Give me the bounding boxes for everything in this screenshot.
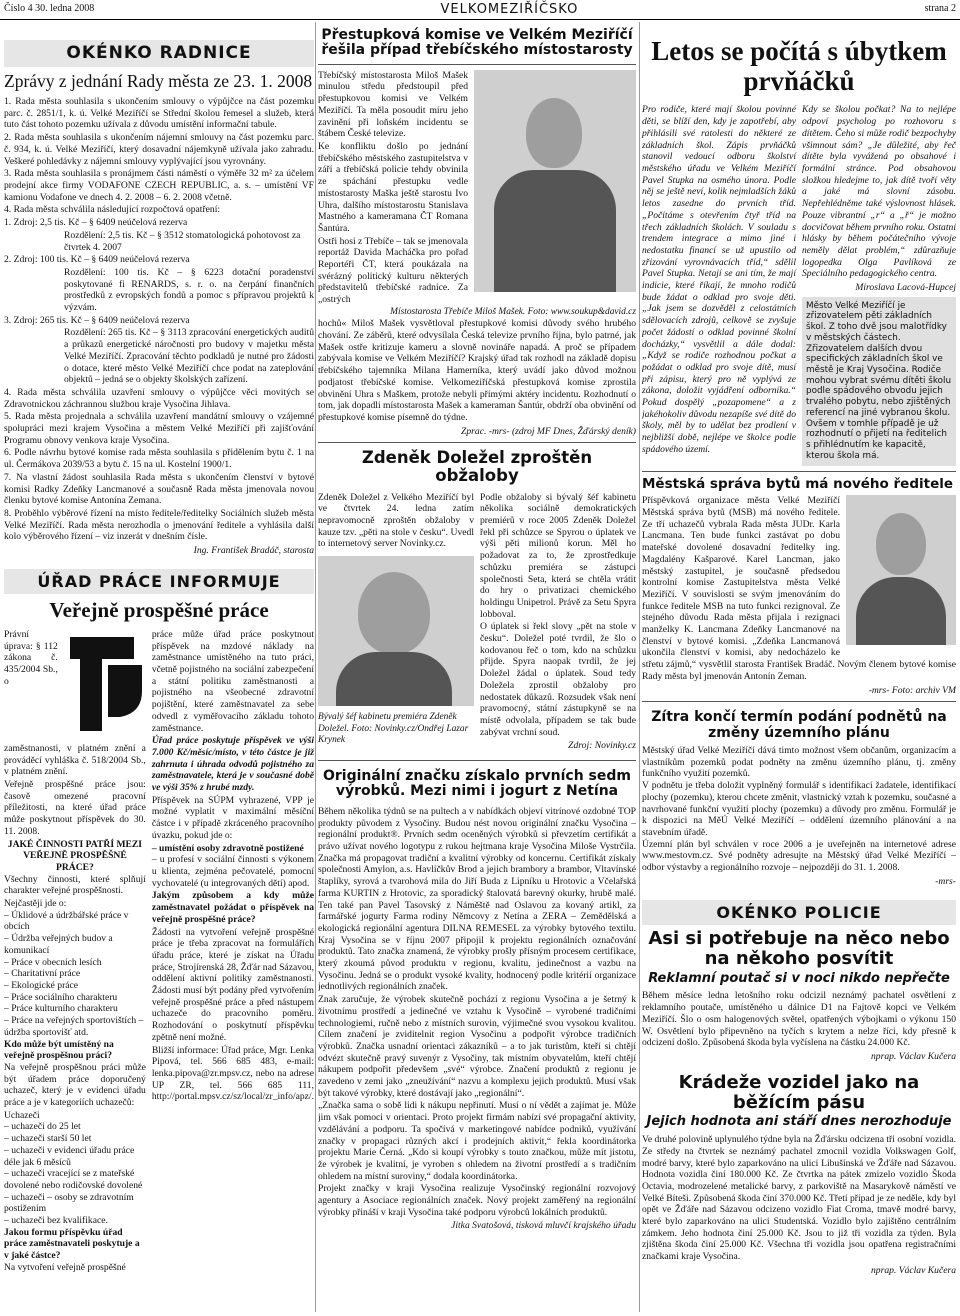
letos-right <box>802 104 956 465</box>
paragraph: Během několika týdnů se na pultech a v nabídkách objeví vitrínové ozdobné TOP produkty původem z Vysočiny. Budou nést novou originální značku Vysočina – regionální produkt®. Prvních sedm oceněných výrobků si převzetím certifikát a právo užívat nového logotypu z rukou hejtmana kraje Vysočina Miloše Vystrčila. Značka má propagovat tradiční a kvalitní výrobky od koncernu. Certifikát získaly společnosti Amylon, a.s. Havlíčkův Brod a jejich brambory a brambor, Vltavínské štaplíky, syrová a tvarohová mila do Jiří Buda z Lipníku u Hrotovic a Včelařská farma KURTIN z Hrotovic, za sporadický štalovatá barevný okurky, hrubě malé. Ten také pan Pavel Tasovský z Náměště nad Oslavou za kovaný artikl, za farmářské jogurty Farma rodiny Němcovy z Netína a ZERA – Zemědělská a ekologická regionální agentura DILNA REMESEL za výrobky bytového textilu. Kraj Vysočina se v říjnu 2007 připojil k projektu regionálních označování produktů. Tato značka znamená, že výrobky prošly přísným procesem certifikace, který zkoumá původ produktu v regionu, kvalitu, jedinečnost a vazbu na Vysočinu. Jedná se o produkt vysoké kvality, hodnocený podle kritérií organizace jednotlivých regionálních značek. <box>318 805 636 993</box>
list-item: – umístění osoby zdravotně postižené <box>151 842 304 854</box>
list-item: – uchazeči v evidenci úřadu práce déle jak 6 měsíců <box>4 1144 135 1168</box>
article-signature: -mrs- Foto: archiv VM <box>868 684 956 696</box>
paragraph: Všechny činnosti, které splňují charakter veřejné prospěšnosti. <box>4 873 146 897</box>
dolezel-body <box>318 492 636 755</box>
list-item: 7. Na vlastní žádost souhlasila Rada města s ukončením členství v bytové komisi Radky Zdeňky Lancmanové a současně Rada města jmenovala novou členku bytové komise Antonína Zemana. <box>4 471 314 507</box>
article-title-verejne: Veřejně prospěšné práce <box>49 598 269 623</box>
labour-office-logo <box>64 629 146 739</box>
paragraph: Podle obžaloby si bývalý šéf kabinetu několika sociálně demokratických premiérů v roce 2005 Zdeněk Doležel řekl při schůzce se Spyrou o úplatek ve výši pěti milionů korun. Měl ho požadovat za to, že zprostředkuje schůzku premiéra se zástupci společnosti Seta, která se chtěla vrátit do hry o privatizaci chemického holdingu Unipetrol. Právě za Setu Spyra lobboval. <box>480 491 636 620</box>
budget-line: Rozdělení: 2,5 tis. Kč – § 3512 stomatologická pohotovost za čtvrtek 4. 2007 <box>64 229 301 253</box>
list-item: – uchazeči do 25 let <box>4 1121 81 1133</box>
photo-caption: Místostarosta Třebíče Miloš Mašek. Foto: www.soukup&david.cz <box>390 306 636 317</box>
dolezel-right <box>480 492 636 755</box>
paragraph: O úplatek si řekl slovy „pět na stole v česku“. Doležel poté tvrdil, že šlo o kodovanou řeč o tom, kdo na schůzku přijde. Spyra naopak tvrdil, že jej Doležel žádal o úplatek. Soud tedy Doležela zprostil obžaloby pro nedostatek důkazů. Rozsudek však není pravomocný, státní zástupkyně se na místě odvolala, případem se tak bude zabývat vrchní soud. <box>480 621 636 738</box>
paragraph: Během měsíce ledna letošního roku odcizil neznámý pachatel osvětlení z reklamního poutače, umístěného u dálnice D1 na Fajtově kopci ve Velkém Meziříčí. Šlo o osm halogenových světel, opatřených výbojkami o výkonu 150 W. Osvětlení bylo připevněno na tyčích s krytem a nelze říci, kdy přesně k odcizení došlo. Způsobená škoda byla vyčíslena na částku 24.000 Kč. <box>642 990 956 1049</box>
article-subtitle-kradeze: Jejich hodnota ani stáří dnes nerozhoduje <box>646 1114 952 1130</box>
article-title-sprava: Městská správa bytů má nového ředitele <box>642 475 954 492</box>
page-number: strana 2 <box>924 3 956 15</box>
letos-left <box>642 104 796 465</box>
masthead: VELKOMEZIŘÍČSKO <box>440 1 579 17</box>
list-item: 8. Proběhlo výběrové řízení na místo ředitele/ředitelky Sociálních služeb města Velké Meziříčí. Rada města nerozhodla o jmenování ředitele a vyhlásila další kolo výběrového řízení – viz inzerát v dnešním čísle. <box>4 507 314 543</box>
paragraph: Pro rodiče, které mají školou povinné děti, se blíží den, kdy je zapotřebí, aby přihlásili své ratolesti do některé ze základních škol. Zápis prvňáčků stanovil vedoucí odboru školství městského úřadu ve Velkém Meziříčí Pavel Stupka na osmého února. Podle něj se ještě neví, kolik nejmladších žáků letos zasedne do prvních tříd. „Počítáme s otevřením čtyř tříd na třech základních školách. V souladu s trendem integrace a mimo jiné i nedostatku financí se už upustilo od zřizování vyrovnávacích tříd,“ sdělil Pavel Stupka. Netají se ani tím, že mají indicie, které říkají, že mnoho rodičů bude žádat o odklad pro svoje děti. „Jak jsem se dozvěděl z celostátních sdělovacích zdrojů, celkově se zvyšuje počet žádostí o odklad povinné školní docházky,“ vysvětlil a dále dodal: „Když se rodiče rozhodnou počkat a požádat o odklad pro svoje dítě, musí při zápisu, který pro ně vyplývá ze zákona, doložit vyjádření odborníka.“ Pokud dospělý „pozapomene“ a z jakéhokoliv důvodu nezapíše své dítě do školy, měl by to udělat bez prodlení v nejbližší době, nejlépe ve školce podle spádového území. <box>642 104 796 455</box>
dolezel-left <box>318 492 474 755</box>
section-band-urad-prace: ÚŘAD PRÁCE INFORMUJE <box>4 569 314 595</box>
photo-masek <box>474 70 636 292</box>
paragraph: Příspěvek na SÚPM vyhrazené, VPP je možné vyplatit v maximální měsíční částce i v případě zkráceného pracovního úvazku, pokud jde o: <box>151 794 314 841</box>
photo-dolezel <box>318 556 474 706</box>
list-item: – uchazeči bez kvalifikace. <box>4 1215 108 1227</box>
list-item: – uchazeči – osoby se zdravotním postižením <box>4 1191 134 1215</box>
budget-line: 2. Zdroj: 100 tis. Kč – § 6409 neúčelová rezerva <box>4 254 190 266</box>
paragraph: „Značka sama o sobě lidi k nákupu nepřinutí. Musí o ní vědět a zajímat je. Může jim však pomoci v orientaci. Proto projekt firmám nabízí své propagační aktivity, vzdělávání a podporu. Ta spočívá v marketingové nabídce podniků, využívání značky v propagaci různých akcí i prodejních aktivit,“ řekla koordinátorka projektu Marie Černá. „Kdo si koupí výrobky s touto značkou, může mít jistotu, že výrobek je kvalitní, je vyroben s ohledem na životní prostředí a s tradičním ohledem na místní suroviny,“ dodala koordinátorka. <box>318 1100 636 1182</box>
column-right <box>642 22 956 1312</box>
list-item: – uchazeči starší 50 let <box>4 1133 92 1145</box>
column-middle <box>318 22 636 1312</box>
article-signature: nprap. Václav Kučera <box>871 1051 956 1062</box>
section-band-policie: OKÉNKO POLICIE <box>642 900 956 926</box>
list-item: – Práce na veřejných sportovištích – údržba sportovišť atd. <box>4 1015 144 1038</box>
list-item: – u profesí v sociální činnosti s výkonem u klienta, zejména pečovatelé, pomocní vychovatelé (u integrovaných dětí) apod. <box>151 854 314 889</box>
article-title-prestupkova: Přestupková komise ve Velkém Meziříčí řešila případ třebíčského místostarosty <box>321 27 633 59</box>
article-signature: nprap. Václav Kučera <box>871 1264 956 1276</box>
list-item: – Údržba veřejných budov a komunikací <box>4 933 113 956</box>
paragraph: Veřejně prospěšné práce jsou: časově omezené pracovní příležitosti, na které úřad práce může poskytnout příspěvek do 30. 11. 2008. <box>4 779 146 837</box>
paragraph: Ke konfliktu došlo po jednání třebíčského městského zastupitelstva v září a třebíčská policie tehdy obvinila ze spáchání přestupku vedle místostarosty Maška ještě starostu Ivo Uhra, dalšího místostarostu Stanislava Mastného a kameramana ČT Romana Šantúra. <box>318 141 468 234</box>
paragraph: Uchazeči <box>4 1109 40 1121</box>
paragraph: Právní úprava: § 112 zákona č. 435/2004 Sb., o zaměstnanosti, v platném znění a prováděcí vyhláška č. 518/2004 Sb., v platném znění. <box>4 628 146 778</box>
paragraph: Příspěvková organizace města Velké Meziříčí Městská správa bytů (MSB) má nového ředitele. Ze tří uchazečů vybrala Rada města JUDr. Karla Lancmana. Ten bude funkci zastávat po dobu mateřské dovolené dosavadní ředitelky ing. Magdalény Kašparové. Karel Lancman, jako městský zastupitel, je současně předsedou kontrolní komise Zastupitelstva města Velké Meziříčí. V souvislosti se svým jmenováním do funkce ředitele MSB na tuto funkci rezignoval. Ze stejného důvodu Rada města přijala i rezignaci manželky K. Lancmana Zdeňky Lancmanové na členství v bytové komisi. „Zdeňka Lancmanová ukončila členství v komisi, aby nedocházelo ke střetu zájmů,“ vysvětlil starosta František Bradáč. Novým členem bytové komise Rady města byl jmenován Antonín Zeman. <box>642 495 956 682</box>
article-signature: Zprac. -mrs- (zdroj MF Dnes, Žďárský deník) <box>461 425 636 437</box>
list-item: – uchazeči vracející se z mateřské dovolené nebo rodičovské dovolené <box>4 1168 143 1191</box>
list-item: 4. Rada města schválila uzavření smlouvy o výpůjčce věci movitých se Zdravotnickou záchrannou službou kraje Vysočina Jihlava. <box>4 386 314 410</box>
article-title-kradeze: Krádeže vozidel jako na běžícím pásu <box>678 1071 920 1113</box>
divider <box>318 760 636 761</box>
photo-caption: Bývalý šéf kabinetu premiéra Zdeněk Doležel. Foto: Novinky.cz/Ondřej Lazar Krynek <box>318 712 469 746</box>
council-items-2 <box>4 387 314 543</box>
budget-line: 3. Zdroj: 265 tis. Kč – § 6409 neúčelová rezerva <box>4 314 190 326</box>
budget-line: Rozdělení: 265 tis. Kč – § 3113 zpracování energetických auditů a průkazů energetické náročnosti pro budovy v majetku města Velké Meziříčí. Zpracování těchto podkladů je nutné pro žádosti o dotace, které město Velké Meziříčí chce podat na zateplování objektů – jedná se o objekty školských zařízení. <box>64 327 314 386</box>
paragraph: Úřad práce poskytuje příspěvek ve výši 7.000 Kč/měsíc/místo, v této částce je již zahrnuta i úhrada odvodů pojistného za zaměstnavatele, která je v současné době ve výši 35% z hrubé mzdy. <box>151 735 314 794</box>
paragraph: Kdy se školou počkat? Na to nejlépe odpoví psycholog po rozhovoru s dítětem. Čeho si může rodič bezpochyby všimnout sám? „Je důležité, aby řeč dítěte byla vyvážená po obsahové i formální stránce. Pod obsahovou složkou hledejme to, jak dítě tvoří věty a jaké má slovní zásobu. Nepřehlédněme také výslovnost hlásek. Pouze vibrantní „r“ a „ř“ je možno docvičovat během prvního roku. Ostatní hlásky by během počátečního vývoje neměly dělat problém,“ zdůrazňuje logopedka Olga Pavlíková ze Speciálního pedagogického centra. <box>802 104 956 280</box>
list-item: – Práce v obecních lesích <box>4 956 102 968</box>
subheading: Jakou formu příspěvku úřad práce zaměstnavateli poskytuje a v jaké částce? <box>4 1226 140 1262</box>
list-item: 6. Podle návrhu bytové komise rada města souhlasila s přidělením bytu č. 1 na ul. Čermákova 2039/53 a bytu č. 15 na ul. Kostelní 1900/1. <box>4 447 314 471</box>
paragraph: Na vytvoření veřejně prospěšné <box>4 1261 126 1273</box>
list-item: – Práce kulturního charakteru <box>4 1003 118 1015</box>
article-title-zitra: Zítra končí termín podání podnětů na změny územního plánu <box>651 709 947 741</box>
budget-line: Rozdělení: 100 tis. Kč – § 6223 dotační poradenství poskytované fi RENARDS, s. r. o. na čerpání finančních prostředků z evropských fondů a pomoc s přípravou projektů k výzvám. <box>64 266 314 314</box>
list-item: – Charitativní práce <box>4 968 81 980</box>
paragraph: Třebíčský místostarosta Miloš Mašek minulou středu předstoupil před přestupkovou komisi ve Velkém Meziříčí. Ta měla posoudit míru jeho zavinění při loňském incidentu se štábem České televize. <box>318 69 468 140</box>
paragraph: Projekt značky v kraji Vysočina realizuje Vysočinský regionální rozvojový agentury a Asociace regionálních značek. Nový projekt zaměřený na regionální výrobky přináší v kraji Vysočina také podporu výrobců lokálních produktů. <box>318 1183 636 1218</box>
column-left <box>4 22 314 1312</box>
column-divider <box>315 22 316 1312</box>
list-item: 3. Rada města souhlasila s pronájmem části náměstí o výměře 32 m² za účelem prodejní akce firmy VODAFONE CZECH REPUBLIC, a. s. – umístění VF kamionu Vodafone ve dnech 4. 2. 2008 – 6. 2. 2008 včetně. <box>4 168 314 203</box>
subheading: Kdo může být umístěný na veřejně prospěšnou práci? <box>4 1038 114 1062</box>
paragraph: Bližší informace: Úřad práce, Mgr. Lenka Pipová, tel. 566 685 483, e-mail: lenka.pipova@zr.mpsv.cz, nebo na adrese UP ZR, tel. 566 685 111, http://portal.mpsv.cz/sz/local/zr_info/apz/. <box>151 1044 314 1103</box>
verejne-body <box>4 629 314 1274</box>
article-signature: -mrs- <box>935 875 956 887</box>
schools-info-box: Město Velké Meziříčí je zřizovatelem pěti základních škol. Z toho dvě jsou malotřídky v městských částech. Zřizovatelem dalších dvou specifických základních škol ve městě je Kraj Vysočina. Rodiče mohou vybrat svému dítěti školu podle spádového obvodu jejich trvalého pobytu, nebo zjištěných referencí na jiné vybranou školu. Ovšem v tomhle případě je už rozhodnutí o přijetí na ředitelich s přihlédnutím ke kapacitě, kterou škola má. <box>802 297 956 466</box>
paragraph: Městský úřad Velké Meziříčí dává timto možnost všem občanům, organizacím a vlastníkům pozemků podat podněty na změnu územního plánu, tj. změny funkčního využití pozemků. V podnětu je třeba doložit vyplněný formulář s identifikací žadatele, identifikací plochy (pozemku), kterou chcete změnit, vlastnický vztah k pozemku, současné a navrhované funkční využití plochy (pozemku) a důvody pro změnu. Formulář je k dispozici na MěÚ Velké Meziříčí – oddělení územního plánování a na stavebním úřadě. Územní plán byl schválen v roce 2006 a je uveřejněn na internetové adrese www.mestovm.cz. Své podněty adresujte na Městský úřad Velké Meziříčí – odbor výstavby a regionálního rozvoje – nejpozději do 31. 1. 2008. <box>642 745 956 874</box>
photo-lancman <box>846 495 956 645</box>
article-title-znacka: Originální značku získalo prvních sedm výrobků. Mezi nimi i jogurt z Netína <box>322 768 631 800</box>
article-signature: Miroslava Lacová-Hupcej <box>855 282 956 294</box>
list-item: – Ekologické práce <box>4 979 79 991</box>
paragraph: Na veřejně prospěšnou práci může být úřadem práce doporučený uchazeč, který je v evidenci úřadu práce a je v kategoriích uchazečů: <box>4 1061 146 1109</box>
verejne-left <box>4 629 146 1274</box>
column-divider <box>639 22 640 1312</box>
paragraph: Žádosti na vytvoření veřejně prospěšné práce je třeba zpracovat na formulářích úřadu práce, které je získat na Úřadu práce, Strojírenská 28, Žďár nad Sázavou, oddělení aktivní politiky zaměstnanosti. Žádosti musí být podány před vytvořením veřejně prospěšné práce a před nástupem uchazeče do pracovního poměru. Rozhodování o poskytnutí příspěvku zpětně není možné. <box>151 926 314 1043</box>
budget-line: 1. Zdroj: 2,5 tis. Kč – § 6409 neúčelová rezerva <box>4 217 188 229</box>
article-signature: Ing. František Bradáč, starosta <box>193 545 314 557</box>
paragraph: Nejčastěji jde o: <box>4 898 67 910</box>
issue-date: Číslo 4 30. ledna 2008 <box>4 3 95 15</box>
divider <box>318 64 636 65</box>
list-item: 4. Rada města schválila následující rozpočtová opatření: <box>4 204 221 216</box>
verejne-right <box>152 629 314 1274</box>
paragraph: Ostři hosi z Třebíče – tak se jmenovala reportáž Davida Macháčka pro pořad Reportéři ČT, která poukázala na svérázný politický kulturu některých představitelů třebíčské radnice. Za „ostrých <box>318 235 468 306</box>
list-item: – Práce sociálního charakteru <box>4 991 118 1003</box>
divider <box>642 471 956 472</box>
list-item: 2. Rada města souhlasila s ukončením nájemní smlouvy na část pozemku parc. č. 934, k. ú. Velké Meziříčí, který dosavadní nájemkyně užívala jako zahradu. Veškeré pohledávky z nájemní smlouvy vyplývající jsou vyrovnány. <box>4 132 314 167</box>
council-items <box>4 96 314 216</box>
section-band-radnice: OKÉNKO RADNICE <box>4 40 314 67</box>
list-item: – Úklidové a údržbářské práce v obcích <box>4 909 129 933</box>
page-header <box>0 0 960 20</box>
paragraph: hochů« Miloš Mašek vysvětloval přestupkové komisi důvody svého hrubého chování. Ze záběrů, které odvysílala Česká televize prvního října, bylo patrné, jak Mašek ostře kritizuje kameru a slovně novináře napadá. A proč se případem zabývala komise ve Velkém Meziříčí? Krajský úřad tak rozhodl na základě dopisu třebíčského tajemníka Milana Hamerníka, který uvádí jako důvod možnou podjatost třebíčské komise. Velkomeziříčská přestupková komise zprostila obvinění Uhra s Maškem, protože nebyli přímými aktéry incidentu. Rozhodnutí o tom, jak dopadli místostarosta Mašek a kameraman Šantúr, obdrží oba obvinění od přestupkové komise písemně do týdne. <box>318 318 636 423</box>
paragraph: Ve druhé polovině uplynulého týdne byla na Žďársku odcizena tři osobní vozidla. Ze středy na čtvrtek se neznámý pachatel zmocnil vozidla Volkswagen Golf, modré barvy, které bylo zaparkováno na ulici Libušínská ve Žďáře nad Sázavou. Hodnota vozidla činí 180.000 Kč. Ze čtvrtka na pátek zmizelo vozidlo Škoda Octavia, modrozelené metalické barvy, z parkoviště na Masarykově náměstí ve Velké Bíteši. Způsobená škoda činí 370.000 Kč. Třetí případ je ze neděle, kdy byl opět ve Žďáře nad Sázavou odcizeno vozidlo Fiat Croma, tmavě modré barvy, které bylo zaparkováno na ulici Studentská. Vozidlo bylo zajištěno centrálním zámkem. Jeho hodnota činí 25.000 Kč. Jsou to již tři vozidla za týden. Byla zjištěna škoda činí 25.000 Kč. Všechna tři vozidla jsou opatřena registračními značkami kraje Vysočina. <box>642 1134 956 1263</box>
article-title-zpravy: Zprávy z jednání Rady města ze 23. 1. 2008 <box>4 70 313 91</box>
article-title-asi: Asi si potřebuje na něco nebo na někoho posvítit <box>648 928 950 969</box>
paragraph: práce může úřad práce poskytnout příspěvek na mzdové náklady na zaměstnance umístěného na tuto práci, včetně pojistného na sociální zabezpečení a státní politiku zaměstnanosti a pojistného na všeobecné zdravotní pojištění, které zaměstnavatel za sebe odvedl z vyměřovacího základu tohoto zaměstnance. <box>151 628 314 734</box>
article-title-dolezel: Zdeněk Doležel zproštěn obžaloby <box>361 448 593 486</box>
article-subtitle-asi: Reklamní poutač si v noci nikdo nepřečte <box>648 970 950 986</box>
article-signature: Zdroj: Novinky.cz <box>568 740 636 752</box>
list-item: 5. Rada města projednala a schválila uzavření mandátní smlouvy o vzájemné spolupráci mezi krajem Vysočina a městem Velké Meziříčí při zajišťování Programu obnovy venkova kraje Vysočina. <box>4 411 314 446</box>
divider <box>642 701 956 702</box>
list-item: 1. Rada města souhlasila s ukončením smlouvy o výpůjčce na část pozemku parc. č. 2851/1, k. ú. Velké Meziříčí se Střední školou řemesel a služeb, která tuto část tohoto pozemku užívala z důvodu umístění informační tabule. <box>4 96 314 131</box>
article-title-letos: Letos se počítá s úbytkem prvňáčků <box>651 36 947 97</box>
article-signature: Jitka Svatošová, tisková mluvčí krajského úřadu <box>451 1220 636 1232</box>
budget-measures <box>4 217 314 386</box>
paragraph: Znak zaručuje, že výrobek skutečně pochází z regionu Vysočina a je šetrný k životnímu prostředí a jedinečné ve vztahu k Vysočině – vyrobené tradičními technologiemi, ručně nebo z místních surovin, výjimečné svou vysokou kvalitou. Cílem značení je zviditelnit region Vysočinu a podpořit výrobce tradičních výrobků. Značka usnadní orientaci zákazníků – a to jak turistům, kteří si chtějí odvézt skutečně pravý suvenýr z Vysočiny, tak místním obyvatelům, kteří chtějí nákupem podpořit předevšem „své“ výrobce. Značení produktů z regionu je zavedeno v zemi jako „zneužívání“ nazvu a komplexu jejich produktů. Musí však být takové výrobky, které dostávají jako „regionální“. <box>318 994 636 1099</box>
divider <box>318 442 636 443</box>
paragraph: Zdeněk Doležel z Velkého Meziříčí byl ve čtvrtek 24. ledna zatím nepravomocně zproštěn obžaloby v kauze tzv. „pěti na stole v česku“. Uvedl to internetový server Novinky.cz. <box>318 491 474 550</box>
subheading: Jakým způsobem a kdy může zaměstnavatel požádat o příspěvek na veřejně prospěšné práce? <box>151 890 314 925</box>
letos-body <box>642 104 956 465</box>
subheading: JAKÉ ČINNOSTI PATŘÍ MEZI VEŘEJNĚ PROSPĚŠNÉ PRÁCE? <box>7 838 143 873</box>
